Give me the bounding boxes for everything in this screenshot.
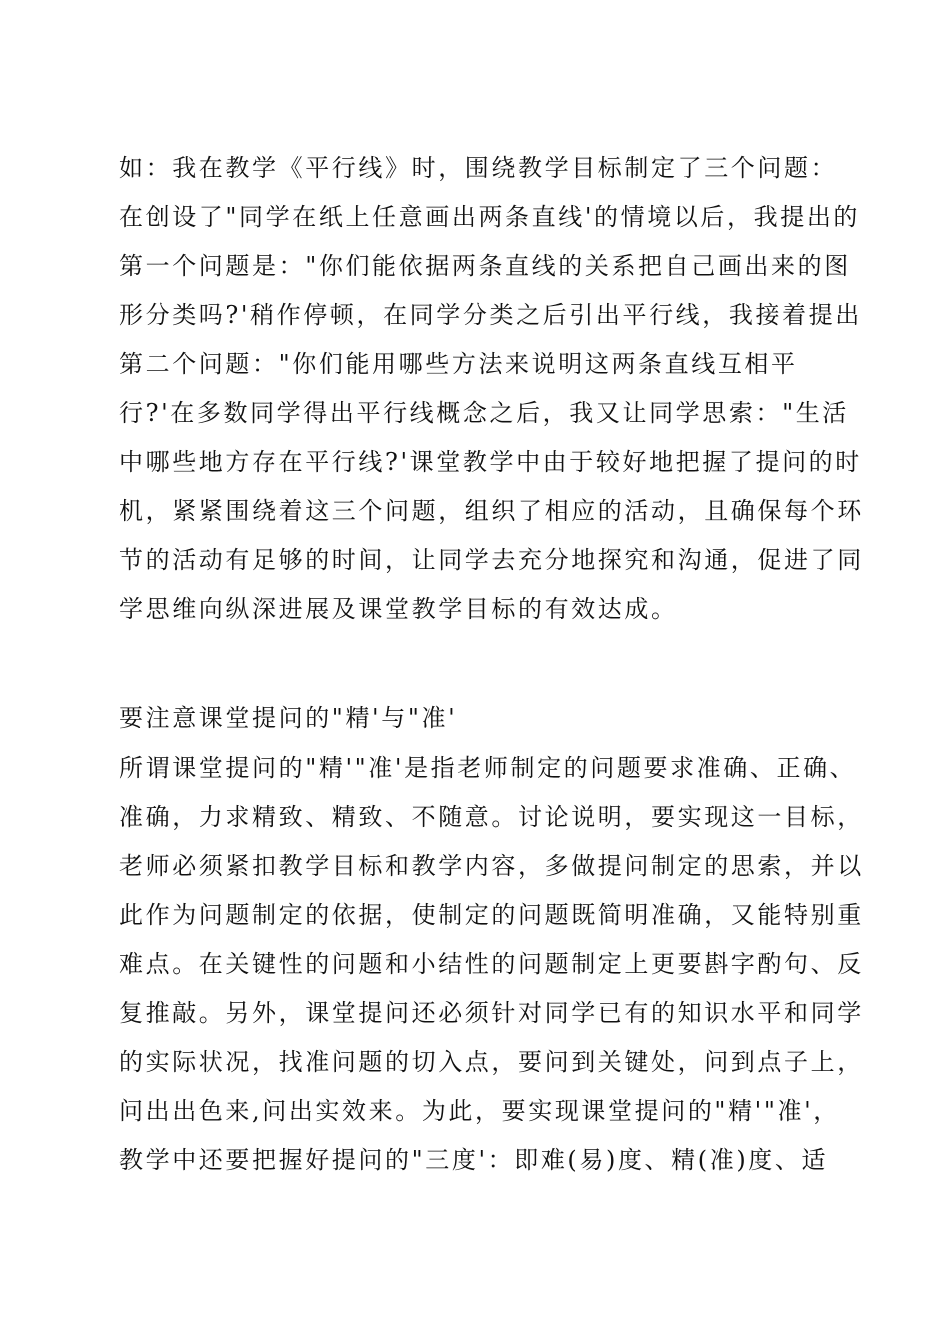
text-line: 问出出色来,问出实效来。为此，要实现课堂提问的"精'"准'，: [119, 1097, 840, 1125]
text-line: 在创设了"同学在纸上任意画出两条直线'的情境以后，我提出的: [119, 203, 861, 231]
text-line: 学思维向纵深进展及课堂教学目标的有效达成。: [119, 595, 678, 623]
text-line: 第一个问题是："你们能依据两条直线的关系把自己画出来的图: [119, 252, 851, 280]
text-line: 复推敲。另外，课堂提问还必须针对同学已有的知识水平和同学: [119, 999, 864, 1027]
text-line: 老师必须紧扣教学目标和教学内容，多做提问制定的思索，并以: [119, 852, 864, 880]
section-heading: [119, 694, 859, 743]
text-line: 的实际状况，找准问题的切入点，要问到关键处，问到点子上，: [119, 1048, 864, 1076]
text-line: 形分类吗?'稍作停顿，在同学分类之后引出平行线，我接着提出: [119, 301, 862, 329]
text-line: 难点。在关键性的问题和小结性的问题制定上更要斟字酌句、反: [119, 950, 864, 978]
text-line: 所谓课堂提问的"精'"准'是指老师制定的问题要求准确、正确、: [119, 754, 857, 782]
text-line: 第二个问题："你们能用哪些方法来说明这两条直线互相平: [119, 350, 798, 378]
paragraph-precise-questions: [119, 744, 864, 1185]
text-line: 节的活动有足够的时间，让同学去充分地探究和沟通，促进了同: [119, 546, 864, 574]
text-line: 行?'在多数同学得出平行线概念之后，我又让同学思索："生活: [119, 399, 849, 427]
text-line: 教学中还要把握好提问的"三度'：即难(易)度、精(准)度、适: [119, 1146, 829, 1174]
section-heading-text: 要注意课堂提问的"精'与"准': [119, 704, 458, 732]
text-line: 中哪些地方存在平行线?'课堂教学中由于较好地把握了提问的时: [119, 448, 862, 476]
text-line: 准确，力求精致、精致、不随意。讨论说明，要实现这一目标，: [119, 803, 864, 831]
text-line: 如：我在教学《平行线》时，围绕教学目标制定了三个问题：: [119, 154, 838, 182]
text-line: 此作为问题制定的依据，使制定的问题既简明准确，又能特别重: [119, 901, 864, 929]
text-line: 机，紧紧围绕着这三个问题，组织了相应的活动，且确保每个环: [119, 497, 864, 525]
paragraph-parallel-lines-example: [119, 144, 864, 634]
